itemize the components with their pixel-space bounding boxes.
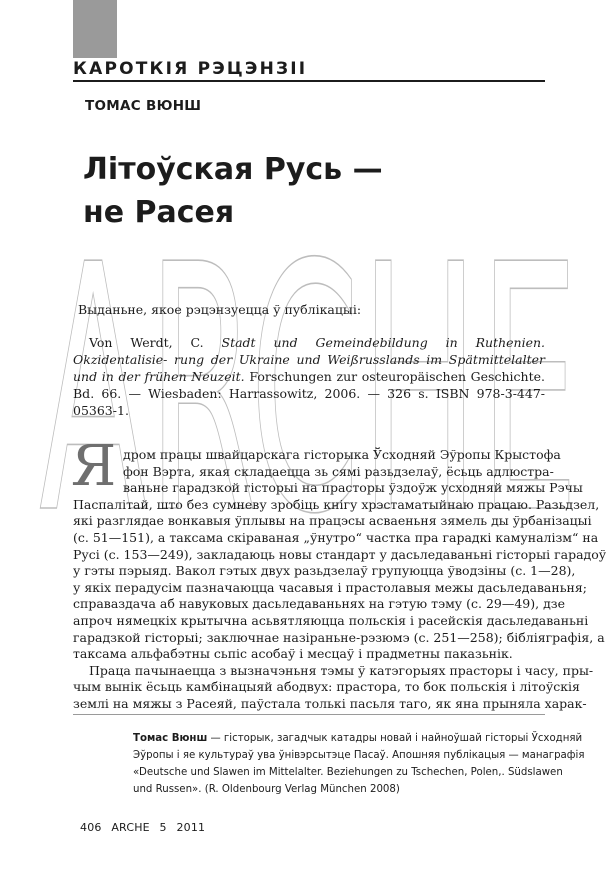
body-line: дром працы швайцарскага гісторыка Ўсходняй Эўропы Крыстофа — [123, 447, 561, 462]
author-bio — [133, 730, 585, 798]
bib-title-2: rung der Ukraine und Weißrusslands im Spätmittelalter und in der frühen — [73, 352, 545, 384]
article-body — [73, 447, 606, 713]
footnote-rule — [73, 714, 545, 715]
page-number: 406 — [80, 821, 102, 834]
body-line: (с. 51—151), а таксама скіраваная „ўнутро“ частка пра гарадкі камуналізм“ на — [73, 529, 599, 545]
body-line: таксама альфабэтны сьпіс асобаў і месцаў і прадметны паказьнік. — [73, 646, 513, 662]
title-line-1: Літоўская Русь — — [83, 152, 383, 187]
title-line-2: не Расея — [83, 195, 235, 230]
body-line: які разглядае вонкавыя ўплывы на працэсы асваеньня зямель ды ўрбанізацыі — [73, 513, 592, 529]
page-footer — [80, 821, 211, 834]
body-line: Русі (с. 153—249), закладаюць новы стандарт у дасьледаваньні гісторыі гарадоў — [73, 546, 606, 562]
body-line: чым вынік ёсьць камбінацыяй абодвух: прастора, то бок польскія і літоўскія — [73, 679, 580, 695]
bib-title-1: Stadt und Gemeindebildung in Ruthenien. Okzidentalisie- — [73, 335, 545, 367]
body-line: у гэты пэрыяд. Вакол гэтых двух разьдзелаў групуюцца ўводзіны (с. 1—28), — [73, 563, 576, 579]
body-line: апроч нямецкіх крытычна асьвятляюцца польскія і расейскія дасьледаваньні — [73, 612, 589, 628]
body-line: ваньне гарадзкой гісторыі на прасторы ўздоўж усходняй мяжы Рэчы — [123, 480, 583, 496]
section-header: КАРОТКІЯ РЭЦЭНЗІІ — [73, 59, 308, 79]
bio-name: Томас Вюнш — [133, 733, 208, 744]
body-line: Паспалітай, што без сумневу зробіць кнігу хрэстаматыйнаю працаю. Разьдзел, — [73, 496, 600, 512]
body-line: гарадзкой гісторыі; заключнае назіраньне-рэзюмэ (с. 251—258); бібліяграфія, а — [73, 629, 605, 645]
bib-rest-2: Harrassowitz, 2006. — 326 s. ISBN 978-3-447-05363-1. — [73, 386, 545, 418]
intro-text: Выданьне, якое рэцэнзуецца ў публікацыі: — [78, 302, 362, 317]
journal-name: ARCHE — [111, 821, 150, 834]
body-line: землі на мяжы з Расеяй, паўстала толькі пасьля таго, як яна прыняла харак- — [73, 695, 587, 711]
body-line: справаздача аб навуковых дасьледаваньнях на гэтую тэму (с. 29—49), дзе — [73, 596, 565, 612]
bibliography-entry — [73, 334, 545, 419]
bib-author: Von Werdt, C. — [89, 335, 204, 350]
bio-line-4: und Russen». (R. Oldenbourg Verlag München 2008) — [133, 784, 400, 795]
header-rule — [73, 80, 545, 82]
drop-cap: Я — [71, 434, 117, 499]
body-line: Праца пачынаецца з вызначэньня тэмы ў катэгорыях прасторы і часу, пры- — [89, 662, 594, 678]
article-author: ТОМАС ВЮНШ — [85, 98, 202, 114]
bib-title-3: Neuzeit. — [191, 369, 245, 384]
issue-year: 2011 — [176, 821, 206, 834]
header-color-block — [73, 0, 117, 58]
bio-line-1: — гісторык, загадчык катадры новай і найноўшай гісторыі Ўсходняй — [207, 733, 583, 744]
issue-number: 5 — [159, 821, 167, 834]
body-line: у якіх перадусім пазначаюцца часавыя і прастолавыя межы дасьледаваньня; — [73, 579, 587, 595]
bio-line-2: Эўропы і яе культураў ува ўнівэрсытэце Пасаў. Апошняя публікацыя — манаграфія — [133, 750, 585, 761]
watermark-text: ARCHE — [39, 193, 579, 589]
article-title — [83, 148, 383, 234]
bio-line-3: «Deutsche und Slawen im Mittelalter. Beziehungen zu Tschechen, Polen,. Südslawen — [133, 767, 563, 778]
bib-rest-1: Forschungen zur osteuropäischen Geschichte. Bd. 66. — Wiesbaden: — [73, 369, 545, 401]
body-line: фон Вэрта, якая складаецца зь сямі разьдзелаў, ёсьць адлюстра- — [123, 463, 554, 479]
